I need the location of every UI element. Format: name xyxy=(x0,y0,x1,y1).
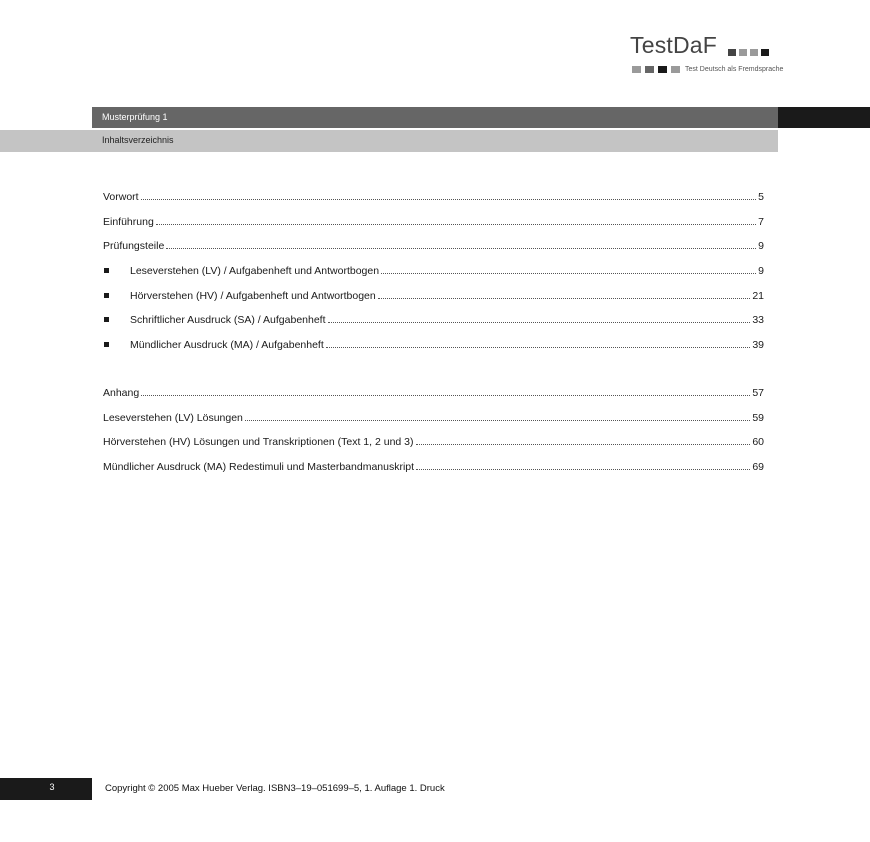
toc-entry xyxy=(103,434,764,448)
logo-square xyxy=(645,66,654,73)
toc-entry xyxy=(103,214,764,228)
toc-entry xyxy=(103,410,764,424)
toc-entry-title: Vorwort xyxy=(103,191,139,203)
copyright-notice: Copyright © 2005 Max Hueber Verlag. ISBN3–19–051699–5, 1. Auflage 1. Druck xyxy=(105,783,445,794)
toc-entry xyxy=(103,238,764,252)
toc-entry-page: 59 xyxy=(752,412,764,424)
toc-entry-title: Schriftlicher Ausdruck (SA) / Aufgabenheft xyxy=(130,314,326,326)
toc-entry-page: 39 xyxy=(752,339,764,351)
logo-square xyxy=(739,49,747,56)
toc-leader xyxy=(141,198,757,200)
logo-square xyxy=(761,49,769,56)
toc-entry-page: 21 xyxy=(752,290,764,302)
section-header-accent xyxy=(778,107,870,128)
toc-entry xyxy=(103,189,764,203)
toc-entry-page: 69 xyxy=(752,461,764,473)
toc-leader xyxy=(378,297,751,299)
toc-subentry xyxy=(130,312,764,326)
toc-entry xyxy=(103,459,764,473)
toc-entry-title: Mündlicher Ausdruck (MA) Redestimuli und Masterbandmanuskript xyxy=(103,461,415,473)
logo-wordmark: TestDaF xyxy=(630,32,718,58)
toc-entry-page: 57 xyxy=(752,387,764,399)
toc-leader xyxy=(326,346,751,348)
toc-leader xyxy=(141,394,750,396)
logo-square xyxy=(658,66,667,73)
toc-entry-page: 9 xyxy=(758,265,764,277)
toc-entry-page: 7 xyxy=(758,216,764,228)
toc-entry-page: 60 xyxy=(752,436,764,448)
toc-leader xyxy=(328,321,751,323)
toc-entry-title: Hörverstehen (HV) / Aufgabenheft und Antwortbogen xyxy=(130,290,376,302)
logo-square xyxy=(750,49,758,56)
toc-entry-title: Einführung xyxy=(103,216,154,228)
page-number: 3 xyxy=(49,782,55,792)
toc-leader xyxy=(416,468,750,470)
bullet-icon xyxy=(104,293,109,298)
toc-entry-title: Anhang xyxy=(103,387,140,399)
logo-subtitle: Test Deutsch als Fremdsprache xyxy=(685,66,784,74)
logo-square xyxy=(728,49,736,56)
toc-leader xyxy=(381,272,756,274)
section-title: Musterprüfung 1 xyxy=(102,112,168,122)
section-header-bar xyxy=(92,107,778,128)
testdaf-logo xyxy=(630,32,784,74)
toc-entry-title: Leseverstehen (LV) / Aufgabenheft und Antwortbogen xyxy=(130,265,380,277)
bullet-icon xyxy=(104,317,109,322)
toc-entry-page: 5 xyxy=(758,191,764,203)
toc-entry-title: Hörverstehen (HV) Lösungen und Transkriptionen (Text 1, 2 und 3) xyxy=(103,436,414,448)
toc-leader xyxy=(166,247,756,249)
toc-entry-title: Prüfungsteile xyxy=(103,240,165,252)
toc-leader xyxy=(156,223,756,225)
toc-subentry xyxy=(130,337,764,351)
toc-entry-title: Leseverstehen (LV) Lösungen xyxy=(103,412,243,424)
bullet-icon xyxy=(104,342,109,347)
logo-square xyxy=(671,66,680,73)
toc-subentry xyxy=(130,288,764,302)
toc-leader xyxy=(416,443,751,445)
toc-subentry xyxy=(130,263,764,277)
logo-square xyxy=(632,66,641,73)
toc-entry xyxy=(103,385,764,399)
toc-leader xyxy=(245,419,750,421)
subsection-title: Inhaltsverzeichnis xyxy=(102,135,174,145)
toc-entry-page: 33 xyxy=(752,314,764,326)
logo-row-bottom xyxy=(632,61,783,79)
bullet-icon xyxy=(104,268,109,273)
toc-entry-title: Mündlicher Ausdruck (MA) / Aufgabenheft xyxy=(130,339,324,351)
toc-entry-page: 9 xyxy=(758,240,764,252)
